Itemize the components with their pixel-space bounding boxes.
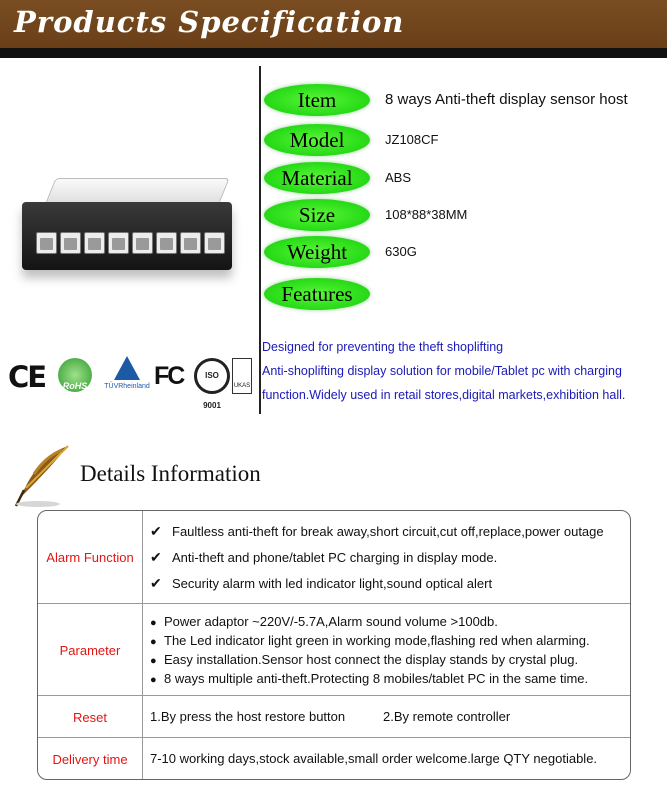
iso-logo: ISO 9001 bbox=[194, 358, 230, 394]
list-item bbox=[150, 549, 497, 566]
column-divider bbox=[142, 696, 143, 738]
fc-logo: FC bbox=[154, 362, 184, 390]
bullet-icon: ● bbox=[150, 636, 157, 648]
row-label: Delivery time bbox=[52, 751, 128, 767]
bullet-icon: ● bbox=[150, 617, 157, 629]
list-item bbox=[150, 633, 590, 648]
item-text: The Led indicator light green in working mode,flashing red when alarming. bbox=[164, 633, 590, 648]
spec-label: Material bbox=[264, 162, 370, 194]
table-row bbox=[38, 737, 630, 780]
list-item: 2.By remote controller bbox=[383, 709, 511, 724]
details-table bbox=[37, 510, 631, 780]
tuv-triangle-icon bbox=[114, 356, 140, 380]
item-text: Anti-theft and phone/tablet PC charging in display mode. bbox=[172, 550, 498, 565]
table-row bbox=[38, 695, 630, 738]
spec-value: ABS bbox=[385, 170, 412, 185]
page-title: Products Specification bbox=[14, 5, 405, 39]
bullet-icon: ● bbox=[150, 655, 157, 667]
spec-value: JZ108CF bbox=[385, 132, 439, 147]
features-line: Designed for preventing the theft shoplifting bbox=[262, 340, 504, 354]
rj45-port bbox=[204, 232, 225, 254]
column-divider bbox=[142, 604, 143, 696]
list-item: 7-10 working days,stock available,small order welcome.large QTY negotiable. bbox=[150, 751, 598, 766]
features-line: Anti-shoplifting display solution for mobile/Tablet pc with charging bbox=[262, 364, 622, 378]
tuv-label: TÜVRheinland bbox=[104, 383, 150, 390]
checkmark-icon: ✔ bbox=[150, 523, 162, 539]
spec-value: 108*88*38MM bbox=[385, 207, 468, 222]
checkmark-icon: ✔ bbox=[150, 575, 162, 591]
spec-label: Weight bbox=[264, 236, 370, 268]
product-body bbox=[22, 202, 232, 270]
product-image bbox=[22, 178, 232, 298]
header-banner bbox=[0, 0, 667, 48]
rohs-logo: RoHS bbox=[58, 358, 92, 392]
rj45-port bbox=[84, 232, 105, 254]
list-item bbox=[150, 671, 588, 686]
list-item bbox=[150, 523, 604, 540]
item-text: Power adaptor ~220V/-5.7A,Alarm sound volume >100db. bbox=[164, 614, 498, 629]
checkmark-icon: ✔ bbox=[150, 549, 162, 565]
banner-divider bbox=[0, 48, 667, 58]
product-ports bbox=[36, 232, 225, 254]
table-row bbox=[38, 603, 630, 696]
rj45-port bbox=[108, 232, 129, 254]
item-text: 8 ways multiple anti-theft.Protecting 8 mobiles/tablet PC in the same time. bbox=[164, 671, 589, 686]
rj45-port bbox=[180, 232, 201, 254]
list-item bbox=[150, 652, 578, 667]
column-divider bbox=[142, 738, 143, 780]
spec-label: Model bbox=[264, 124, 370, 156]
quill-icon bbox=[12, 444, 72, 508]
spec-value: 630G bbox=[385, 244, 417, 259]
features-line: function.Widely used in retail stores,digital markets,exhibition hall. bbox=[262, 388, 626, 402]
spec-label: Features bbox=[264, 278, 370, 310]
row-label: Parameter bbox=[59, 642, 121, 658]
spec-label: Item bbox=[264, 84, 370, 116]
spec-value: 8 ways Anti-theft display sensor host bbox=[385, 91, 628, 108]
ukas-label: UKAS bbox=[233, 383, 251, 389]
rj45-port bbox=[132, 232, 153, 254]
item-text: Security alarm with led indicator light,sound optical alert bbox=[172, 576, 493, 591]
list-item bbox=[150, 575, 492, 592]
list-item: 1.By press the host restore button bbox=[150, 709, 346, 724]
table-row bbox=[38, 511, 630, 603]
rj45-port bbox=[60, 232, 81, 254]
certification-logos bbox=[8, 354, 253, 410]
ukas-logo bbox=[232, 358, 252, 394]
row-label: Alarm Function bbox=[46, 549, 134, 565]
row-label: Reset bbox=[73, 709, 107, 725]
bullet-icon: ● bbox=[150, 674, 157, 686]
spec-label: Size bbox=[264, 199, 370, 231]
rj45-port bbox=[36, 232, 57, 254]
vertical-divider bbox=[259, 66, 261, 414]
ce-logo: CE bbox=[8, 360, 46, 394]
rj45-port bbox=[156, 232, 177, 254]
item-text: Faultless anti-theft for break away,short circuit,cut off,replace,power outage bbox=[172, 524, 604, 539]
item-text: Easy installation.Sensor host connect the display stands by crystal plug. bbox=[164, 652, 579, 667]
details-title: Details Information bbox=[80, 461, 261, 486]
tuv-logo bbox=[103, 356, 151, 396]
list-item bbox=[150, 614, 498, 629]
column-divider bbox=[142, 511, 143, 603]
